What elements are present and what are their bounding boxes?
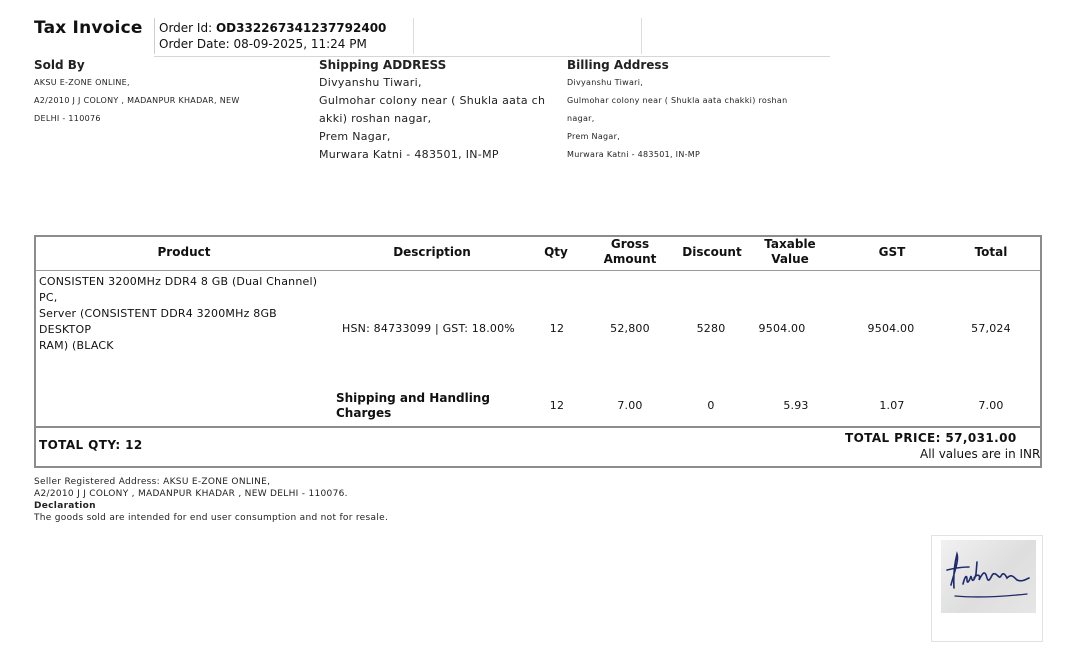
address-line: A2/2010 J J COLONY , MADANPUR KHADAR, NEW xyxy=(34,96,240,105)
shipping-line: Shipping and Handling xyxy=(336,391,490,405)
item-qty: 12 xyxy=(549,322,565,335)
address-line: Prem Nagar, xyxy=(319,130,391,143)
billing-address-heading: Billing Address xyxy=(567,58,669,72)
header-divider xyxy=(641,18,642,54)
table-header-separator xyxy=(36,270,1040,271)
order-id-value: OD332267341237792400 xyxy=(215,21,387,35)
currency-note: All values are in INR xyxy=(920,447,1041,461)
column-header-product: Product xyxy=(157,245,211,259)
address-line: Gulmohar colony near ( Shukla aata chakki) roshan xyxy=(567,96,788,105)
shipping-line: Charges xyxy=(336,406,392,420)
column-header-qty: Qty xyxy=(544,245,568,259)
product-line: Server (CONSISTENT DDR4 3200MHz 8GB DESKTOP xyxy=(39,307,277,336)
header-line: Taxable xyxy=(764,237,816,251)
header-line: Value xyxy=(771,252,809,266)
column-header-total: Total xyxy=(974,245,1008,259)
signature-box xyxy=(931,535,1043,642)
total-qty: TOTAL QTY: 12 xyxy=(39,438,143,452)
column-header-gst: GST xyxy=(878,245,906,259)
product-line: RAM) (BLACK xyxy=(39,339,114,352)
item-gst: 9504.00 xyxy=(867,322,915,335)
item-taxable-value: 9504.00 xyxy=(758,322,806,335)
signature-scribble xyxy=(941,540,1036,613)
item-description: HSN: 84733099 | GST: 18.00% xyxy=(342,322,515,335)
total-price: TOTAL PRICE: 57,031.00 xyxy=(845,431,1017,445)
shipping-qty: 12 xyxy=(549,399,565,412)
address-line: AKSU E-ZONE ONLINE, xyxy=(34,78,130,87)
address-line: Divyanshu Tiwari, xyxy=(567,78,644,87)
order-id-label: Order Id: xyxy=(159,21,213,35)
sold-by-address xyxy=(34,74,240,128)
shipping-address xyxy=(319,74,545,164)
declaration-heading: Declaration xyxy=(34,501,96,511)
header-line: Amount xyxy=(603,252,657,266)
invoice-title: Tax Invoice xyxy=(34,18,143,38)
seller-registered-address-line: A2/2010 J J COLONY , MADANPUR KHADAR , NEW DELHI - 110076. xyxy=(34,489,348,499)
declaration-text: The goods sold are intended for end user consumption and not for resale. xyxy=(34,513,389,523)
address-line: nagar, xyxy=(567,114,595,123)
address-line: Murwara Katni - 483501, IN-MP xyxy=(319,148,499,161)
product-line: CONSISTEN 3200MHz DDR4 8 GB (Dual Channel) PC, xyxy=(39,275,318,304)
address-line: Divyanshu Tiwari, xyxy=(319,76,422,89)
address-line: DELHI - 110076 xyxy=(34,114,101,123)
item-discount: 5280 xyxy=(696,322,726,335)
column-header-discount: Discount xyxy=(682,245,742,259)
shipping-charges-label xyxy=(336,391,526,421)
shipping-address-heading: Shipping ADDRESS xyxy=(319,58,447,72)
item-gross-amount: 52,800 xyxy=(610,322,650,335)
address-line: akki) roshan nagar, xyxy=(319,112,432,125)
order-date: Order Date: 08-09-2025, 11:24 PM xyxy=(159,37,367,51)
header-line: Gross xyxy=(610,237,650,251)
address-line: Prem Nagar, xyxy=(567,132,621,141)
shipping-gst: 1.07 xyxy=(879,399,905,412)
shipping-discount: 0 xyxy=(707,399,715,412)
address-line: Gulmohar colony near ( Shukla aata ch xyxy=(319,94,546,107)
column-header-taxable-value xyxy=(750,237,830,267)
shipping-taxable-value: 5.93 xyxy=(783,399,809,412)
column-header-gross-amount xyxy=(590,237,670,267)
table-total-separator xyxy=(36,426,1040,428)
shipping-total: 7.00 xyxy=(978,399,1004,412)
product-name xyxy=(39,274,329,354)
address-line: Murwara Katni - 483501, IN-MP xyxy=(567,150,701,159)
column-header-description: Description xyxy=(393,245,471,259)
header-rule xyxy=(154,56,830,57)
sold-by-heading: Sold By xyxy=(34,58,85,72)
item-total: 57,024 xyxy=(971,322,1011,335)
billing-address xyxy=(567,74,787,164)
order-id xyxy=(159,21,386,35)
seller-registered-address: Seller Registered Address: AKSU E-ZONE ONLINE, xyxy=(34,477,271,487)
header-divider xyxy=(413,18,414,54)
shipping-gross-amount: 7.00 xyxy=(617,399,643,412)
signature-image xyxy=(941,540,1036,613)
